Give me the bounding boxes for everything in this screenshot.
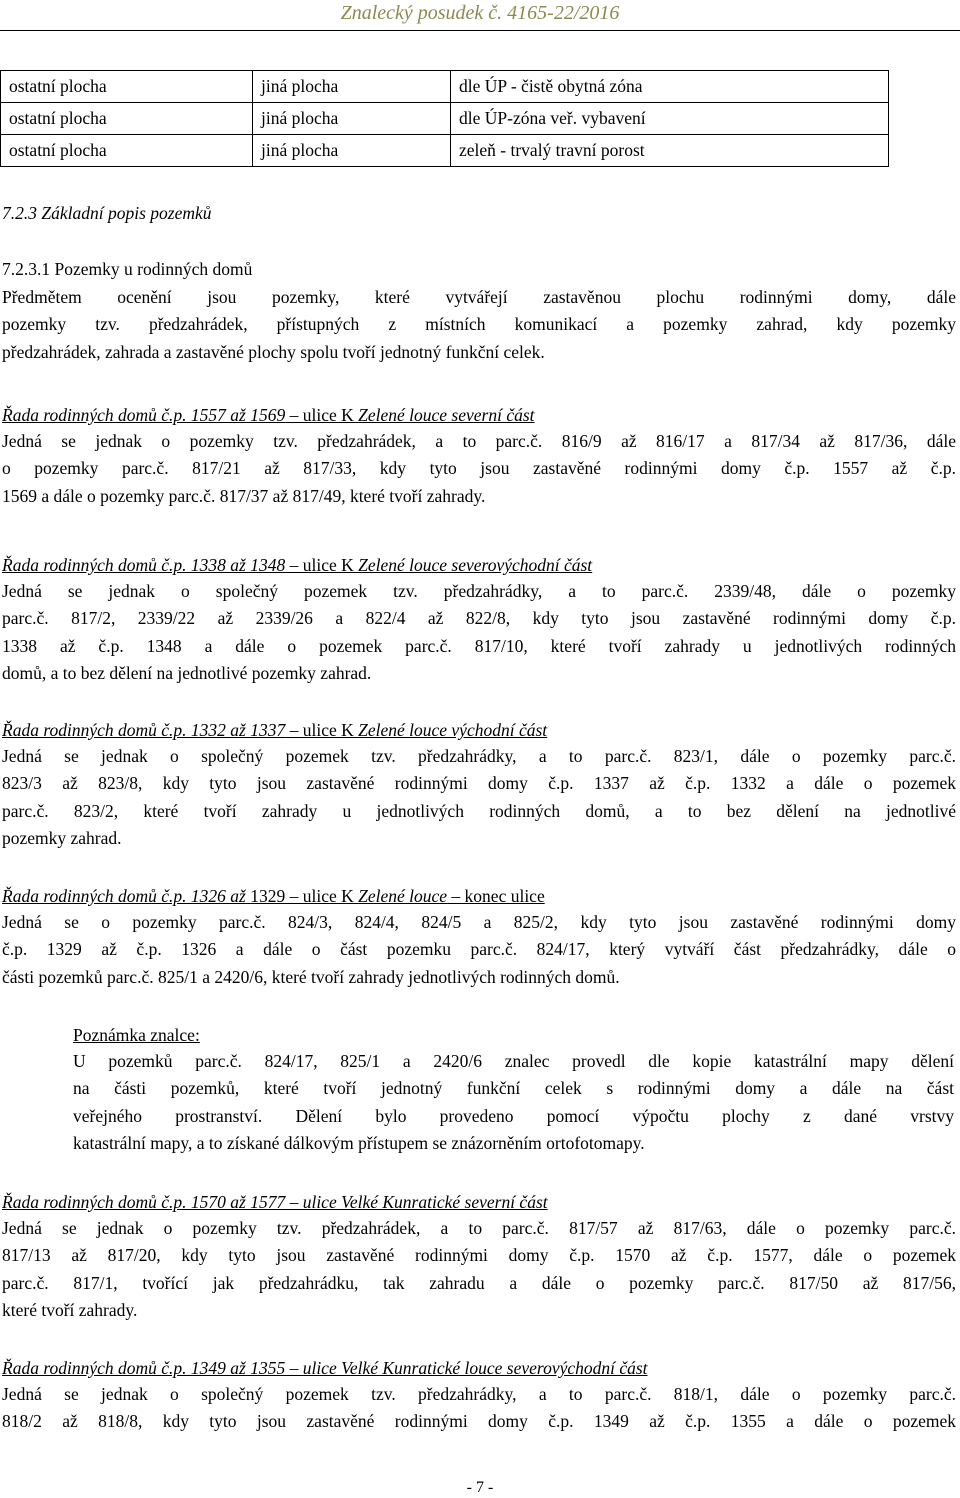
section-title: 7.2.3 Základní popis pozemků [2,203,212,223]
paragraph-line: Předmětem ocenění jsou pozemky, které vytvářejí zastavěnou plochu rodinnými domy, dále [2,287,956,307]
house-row-heading: Řada rodinných domů č.p. 1338 až 1348 – ulice K Zelené louce severovýchodní část [2,555,593,575]
page-header: Znalecký posudek č. 4165-22/2016 [340,2,620,24]
house-row-block [2,402,956,510]
table-cell: ostatní plocha [1,103,253,135]
header-divider [0,30,960,31]
paragraph-line: pozemky tzv. předzahrádek, přístupných z místních komunikací a pozemky zahrad, kdy pozemky [2,314,956,335]
table-cell: dle ÚP - čistě obytná zóna [451,71,889,103]
paragraph-line: Jedná se jednak o společný pozemek tzv. předzahrádky, a to parc.č. 823/1, dále o pozemky parc.č. [2,746,956,766]
paragraph-line: pozemky zahrad. [2,827,122,848]
paragraph-line: Jedná se o pozemky parc.č. 824/3, 824/4, 824/5 a 825/2, kdy tyto jsou zastavěné rodinnými domy [2,912,956,932]
paragraph-line: části pozemků parc.č. 825/1 a 2420/6, které tvoří zahrady jednotlivých rodinných domů. [2,966,620,987]
table-cell: ostatní plocha [1,71,253,103]
table-row [1,71,889,103]
house-row-heading: Řada rodinných domů č.p. 1570 až 1577 – ulice Velké Kunratické severní část [2,1192,548,1212]
house-row-heading: Řada rodinných domů č.p. 1332 až 1337 – ulice K Zelené louce východní část [2,720,548,740]
page-number: - 7 - [466,1479,494,1496]
table-row [1,103,889,135]
house-row-heading: Řada rodinných domů č.p. 1557 až 1569 – ulice K Zelené louce severní část [2,405,535,425]
house-row-heading: Řada rodinných domů č.p. 1326 až 1329 – ulice K Zelené louce – konec ulice [2,886,545,906]
paragraph-line: o pozemky parc.č. 817/21 až 817/33, kdy tyto jsou zastavěné rodinnými domy č.p. 1557 až č.p. [2,458,956,479]
table-cell: ostatní plocha [1,135,253,167]
house-row-heading: Řada rodinných domů č.p. 1349 až 1355 – ulice Velké Kunratické louce severovýchodní část [2,1358,648,1378]
paragraph-line: Jedná se jednak o pozemky tzv. předzahrádek, a to parc.č. 816/9 až 816/17 a 817/34 až 817/36, dále [2,431,956,451]
subsection-title: 7.2.3.1 Pozemky u rodinných domů [2,259,253,279]
paragraph-line: předzahrádek, zahrada a zastavěné plochy spolu tvoří jednotný funkční celek. [2,341,545,362]
table-cell: jiná plocha [253,71,451,103]
table-cell: jiná plocha [253,103,451,135]
paragraph-line: 1569 a dále o pozemky parc.č. 817/37 až 817/49, které tvoří zahrady. [2,485,486,506]
house-row-block [2,1355,956,1436]
paragraph-line: parc.č. 817/1, tvořící jak předzahrádku, tak zahradu a dále o pozemky parc.č. 817/50 až 817/56, [2,1272,956,1293]
section-heading-723 [2,200,956,226]
house-row-block [2,1189,956,1324]
house-row-block [2,717,956,852]
table-cell: zeleň - trvalý travní porost [451,135,889,167]
paragraph-line: 1338 až č.p. 1348 a dále o pozemek parc.č. 817/10, které tvoří zahrady u jednotlivých rodinných [2,635,956,656]
paragraph-line: parc.č. 823/2, které tvoří zahrady u jednotlivých rodinných domů, a to bez dělení na jednotlivé [2,800,956,821]
paragraph-line: domů, a to bez dělení na jednotlivé pozemky zahrad. [2,662,372,683]
expert-note [73,1022,954,1157]
paragraph-line: Jedná se jednak o společný pozemek tzv. předzahrádky, a to parc.č. 818/1, dále o pozemky parc.č. [2,1384,956,1404]
paragraph-line: veřejného prostranství. Dělení bylo provedeno pomocí výpočtu plochy z dané vrstvy [73,1105,954,1126]
table-cell: dle ÚP-zóna veř. vybavení [451,103,889,135]
paragraph-line: 818/2 až 818/8, kdy tyto jsou zastavěné rodinnými domy č.p. 1349 až č.p. 1355 a dále o pozemek [2,1411,956,1432]
table-row [1,135,889,167]
paragraph-line: Jedná se jednak o pozemky tzv. předzahrádek, a to parc.č. 817/57 až 817/63, dále o pozemky parc.č. [2,1218,956,1238]
section-7231 [2,256,956,366]
paragraph-line: parc.č. 817/2, 2339/22 až 2339/26 a 822/4 až 822/8, kdy tyto jsou zastavěné rodinnými domy č.p. [2,608,956,629]
paragraph-line: které tvoří zahrady. [2,1299,138,1320]
land-use-table [0,70,889,167]
paragraph-line: katastrální mapy, a to získané dálkovým přístupem se znázorněním ortofotomapy. [73,1132,645,1153]
paragraph-line: č.p. 1329 až č.p. 1326 a dále o část pozemku parc.č. 824/17, který vytváří část předzahrádky, dále o [2,939,956,960]
paragraph-line: U pozemků parc.č. 824/17, 825/1 a 2420/6 znalec provedl dle kopie katastrální mapy dělení [73,1051,954,1071]
table-cell: jiná plocha [253,135,451,167]
paragraph-line: 823/3 až 823/8, kdy tyto jsou zastavěné rodinnými domy č.p. 1337 až č.p. 1332 a dále o pozemek [2,773,956,794]
paragraph-line: 817/13 až 817/20, kdy tyto jsou zastavěné rodinnými domy č.p. 1570 až č.p. 1577, dále o pozemek [2,1245,956,1266]
house-row-block [2,552,956,687]
paragraph-line: na části pozemků, které tvoří jednotný funkční celek s rodinnými domy a dále na část [73,1078,954,1099]
note-title: Poznámka znalce: [73,1025,200,1045]
house-row-block [2,883,956,991]
paragraph-line: Jedná se jednak o společný pozemek tzv. předzahrádky, a to parc.č. 2339/48, dále o pozemky [2,581,956,601]
